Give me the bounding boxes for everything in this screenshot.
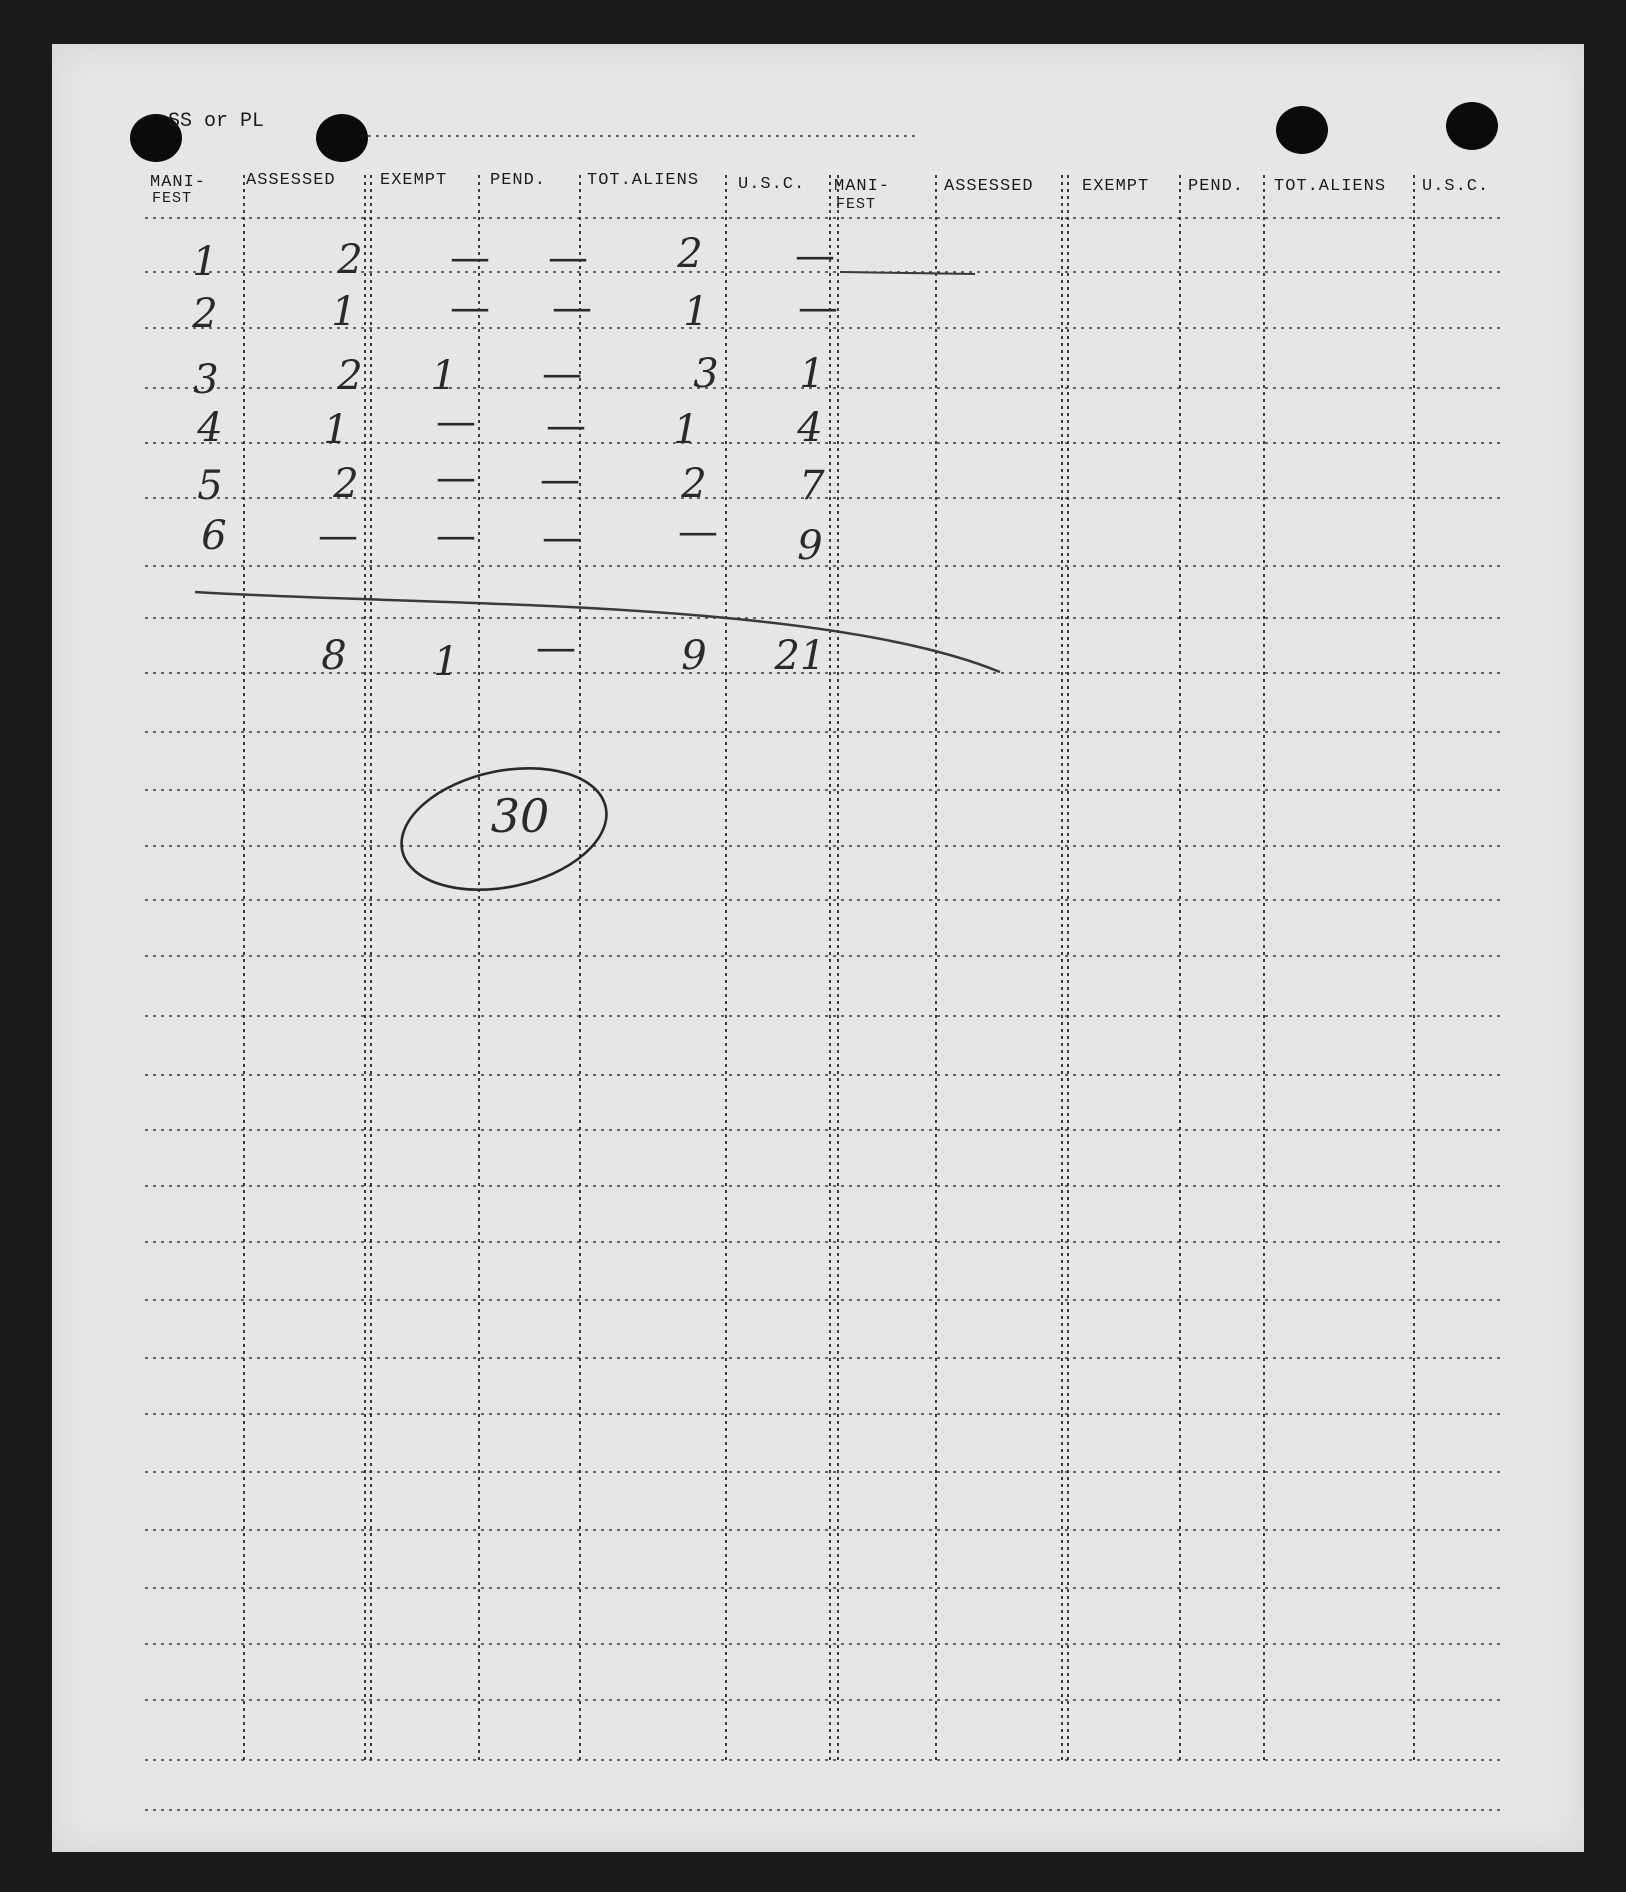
- cell-manifest: 5: [197, 463, 223, 509]
- header-tot-aliens: TOT.ALIENS: [587, 171, 700, 190]
- cell-tot-aliens: 3: [693, 351, 719, 397]
- cell-tot-aliens: 1: [683, 289, 709, 335]
- header-exempt: EXEMPT: [380, 171, 448, 190]
- cell-exempt: 1: [431, 353, 457, 399]
- total-tot-aliens: 9: [681, 633, 707, 679]
- cell-assessed: 2: [337, 237, 363, 283]
- cell-exempt: —: [436, 513, 476, 559]
- cell-manifest: 1: [192, 239, 218, 285]
- header-assessed-right: ASSESSED: [944, 177, 1034, 196]
- header-manifest-line2-right: FEST: [836, 196, 877, 213]
- total-assessed: 8: [321, 633, 347, 679]
- cell-pend: —: [542, 515, 582, 561]
- cell-pend: —: [548, 235, 588, 281]
- cell-assessed: 1: [323, 407, 349, 453]
- cell-exempt: —: [450, 285, 490, 331]
- total-usc: 21: [774, 633, 826, 679]
- header-tot-aliens-right: TOT.ALIENS: [1274, 177, 1387, 196]
- cell-exempt: —: [436, 455, 476, 501]
- cell-tot-aliens: —: [678, 509, 718, 555]
- cell-assessed: —: [318, 513, 358, 559]
- cell-exempt: —: [450, 235, 490, 281]
- header-pend: PEND.: [490, 171, 547, 190]
- cell-assessed: 2: [333, 461, 359, 507]
- header-usc-right: U.S.C.: [1422, 177, 1490, 196]
- cell-manifest: 6: [201, 513, 227, 559]
- cell-usc: 7: [799, 463, 825, 509]
- cell-manifest: 4: [197, 405, 223, 451]
- cell-usc: —: [795, 233, 835, 279]
- cell-assessed: 1: [331, 289, 357, 335]
- header-manifest-line2: FEST: [152, 190, 193, 207]
- cell-tot-aliens: 2: [681, 461, 707, 507]
- punch-hole: [1446, 102, 1498, 150]
- cell-tot-aliens: 1: [673, 407, 699, 453]
- cell-pend: —: [540, 457, 580, 503]
- cell-exempt: —: [436, 399, 476, 445]
- cell-pend: —: [542, 351, 582, 397]
- header-usc: U.S.C.: [738, 175, 806, 194]
- cell-usc: 1: [799, 351, 825, 397]
- cell-pend: —: [552, 285, 592, 331]
- header-manifest-line1: MANI-: [150, 173, 207, 192]
- cell-pend: —: [546, 403, 586, 449]
- cell-usc: 4: [797, 405, 823, 451]
- cell-manifest: 2: [192, 291, 218, 337]
- header-exempt-right: EXEMPT: [1082, 177, 1150, 196]
- cell-usc: 9: [797, 523, 823, 569]
- cell-assessed: 2: [337, 353, 363, 399]
- punch-hole: [316, 114, 368, 162]
- punch-hole: [1276, 106, 1328, 154]
- header-pend-right: PEND.: [1188, 177, 1245, 196]
- grand-total: 30: [490, 789, 550, 843]
- header-assessed: ASSESSED: [246, 171, 336, 190]
- cell-tot-aliens: 2: [677, 231, 703, 277]
- cell-manifest: 3: [193, 357, 219, 403]
- total-pend: —: [536, 625, 576, 671]
- ss-or-pl-label: SS or PL: [168, 110, 265, 133]
- total-exempt: 1: [433, 639, 459, 685]
- header-manifest-line1-right: MANI-: [834, 177, 891, 196]
- cell-usc: —: [798, 285, 838, 331]
